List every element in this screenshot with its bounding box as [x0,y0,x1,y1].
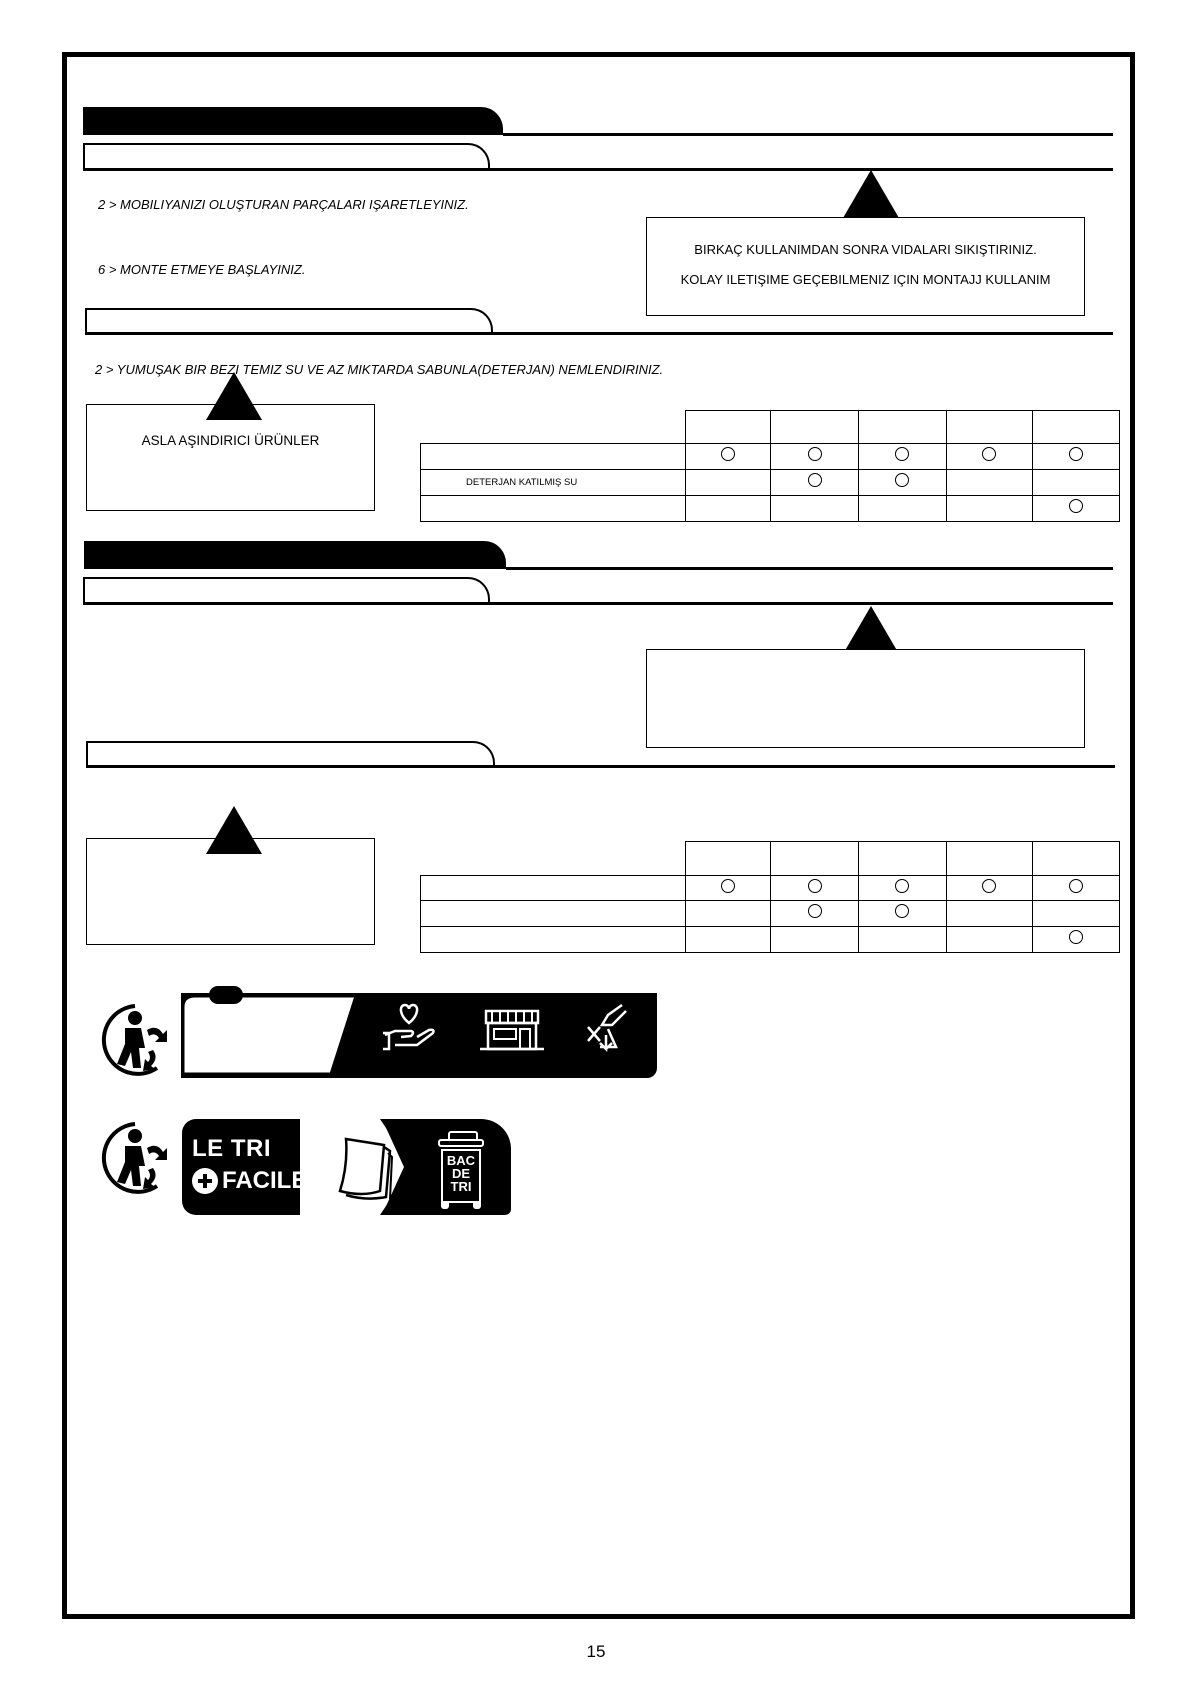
le-tri-text: LE TRI [192,1135,271,1162]
subsection-tab [83,577,490,605]
row-label [421,876,686,901]
row-label [421,901,686,927]
row-label [421,444,686,470]
check-circle-icon [1069,499,1083,513]
table-row [421,470,1120,496]
warning-box [646,649,1085,748]
le-tri-facile-banner [182,1119,511,1215]
check-circle-icon [895,473,909,487]
warning-line-1: BIRKAÇ KULLANIMDAN SONRA VIDALARI SIKIŞTIRINIZ. [694,242,1037,257]
cleaning-table [420,410,1120,522]
row-label: DETERJAN KATILMIŞ SU [421,470,686,496]
table-row [421,927,1120,953]
divider [506,567,1113,570]
info-banner [181,993,657,1078]
divider [86,765,1115,768]
step-2-text: 2 > MOBILIYANIZI OLUŞTURAN PARÇALARI IŞARETLEYINIZ. [98,197,469,212]
table-row [421,901,1120,927]
page-number: 15 [586,1642,606,1661]
warning-line-2: KOLAY ILETIŞIME GEÇEBILMENIZ IÇIN MONTAJJ KULLANIM [680,272,1051,287]
warning-box [86,838,375,945]
shop-icon [478,1007,546,1053]
check-circle-icon [1069,930,1083,944]
warning-box [86,404,375,511]
check-circle-icon [1069,879,1083,893]
check-circle-icon [982,879,996,893]
check-circle-icon [808,447,822,461]
subsection-tab [86,741,495,768]
subsection-tab [83,143,490,171]
check-circle-icon [895,447,909,461]
warning-triangle-icon [206,806,262,854]
paper-icon [332,1135,396,1201]
check-circle-icon [895,904,909,918]
triman-icon [95,1118,175,1196]
plus-icon [192,1168,218,1194]
cleaning-table [420,841,1120,953]
heart-hand-icon [381,1001,437,1053]
bin-icon [436,1131,486,1209]
step-6-text: 6 > MONTE ETMEYE BAŞLAYINIZ. [98,262,306,277]
facile-text: FACILE [222,1167,308,1194]
check-circle-icon [808,904,822,918]
bin-label-2: DE [451,1166,471,1181]
waste-disposal-icon [582,1001,630,1053]
table-row [421,496,1120,522]
row-label [421,496,686,522]
triman-icon [95,1000,175,1078]
subsection-tab [85,308,493,335]
warning-triangle-icon [843,170,899,218]
row-label [421,927,686,953]
check-circle-icon [1069,447,1083,461]
divider [83,168,1113,171]
divider [83,602,1113,605]
warning-triangle-icon [843,606,899,654]
warning-triangle-icon [206,372,262,420]
section-header-bar [84,541,506,569]
check-circle-icon [808,473,822,487]
warning-box [646,217,1085,316]
bin-label-3: TRI [450,1179,472,1194]
check-circle-icon [721,879,735,893]
banner-pill [209,986,243,1004]
check-circle-icon [721,447,735,461]
check-circle-icon [982,447,996,461]
table-row [421,876,1120,901]
divider [85,332,1113,335]
warning-text: ASLA AŞINDIRICI ÜRÜNLER [141,433,320,448]
table-row [421,444,1120,470]
divider [503,133,1113,136]
step-2-cleaning-text: 2 > YUMUŞAK BIR BEZI TEMIZ SU VE AZ MIKTARDA SABUNLA(DETERJAN) NEMLENDIRINIZ. [95,362,664,377]
section-header-bar [83,107,503,135]
banner-white-panel [181,993,361,1078]
check-circle-icon [895,879,909,893]
check-circle-icon [808,879,822,893]
bin-label-1: BAC [446,1153,476,1168]
